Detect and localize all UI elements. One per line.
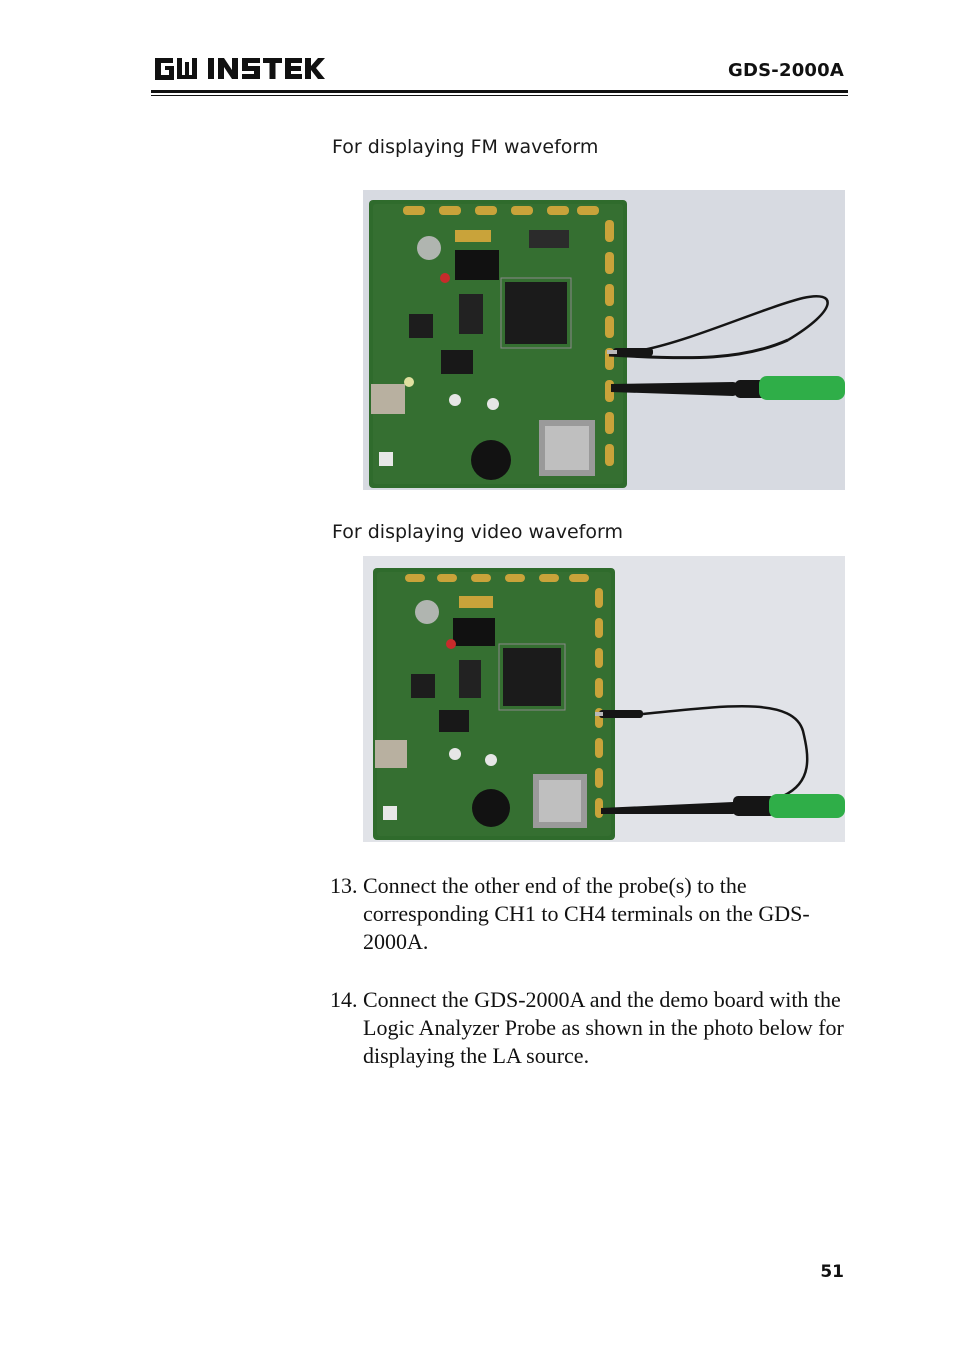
step-number: 13. bbox=[330, 873, 358, 898]
step-text: Connect the other end of the probe(s) to the corresponding CH1 to CH4 terminals on the GDS-2000A. bbox=[363, 873, 810, 954]
photo-demo-board-video bbox=[363, 556, 845, 842]
header-rule-thick bbox=[151, 90, 848, 93]
demo-board-illustration bbox=[363, 190, 845, 490]
step-number: 14. bbox=[330, 987, 358, 1012]
caption-video-waveform: For displaying video waveform bbox=[332, 521, 623, 543]
header-rule-thin bbox=[151, 95, 848, 96]
page-number: 51 bbox=[820, 1262, 844, 1282]
model-name: GDS-2000A bbox=[728, 60, 844, 81]
logo-graphic bbox=[153, 54, 325, 84]
gw-instek-logo bbox=[153, 54, 325, 84]
step-13 bbox=[330, 872, 845, 956]
demo-board-illustration bbox=[363, 556, 845, 842]
step-14 bbox=[330, 986, 845, 1070]
photo-demo-board-fm bbox=[363, 190, 845, 490]
caption-fm-waveform: For displaying FM waveform bbox=[332, 136, 599, 158]
step-text: Connect the GDS-2000A and the demo board with the Logic Analyzer Probe as shown in the photo below for displaying the LA source. bbox=[363, 987, 844, 1068]
